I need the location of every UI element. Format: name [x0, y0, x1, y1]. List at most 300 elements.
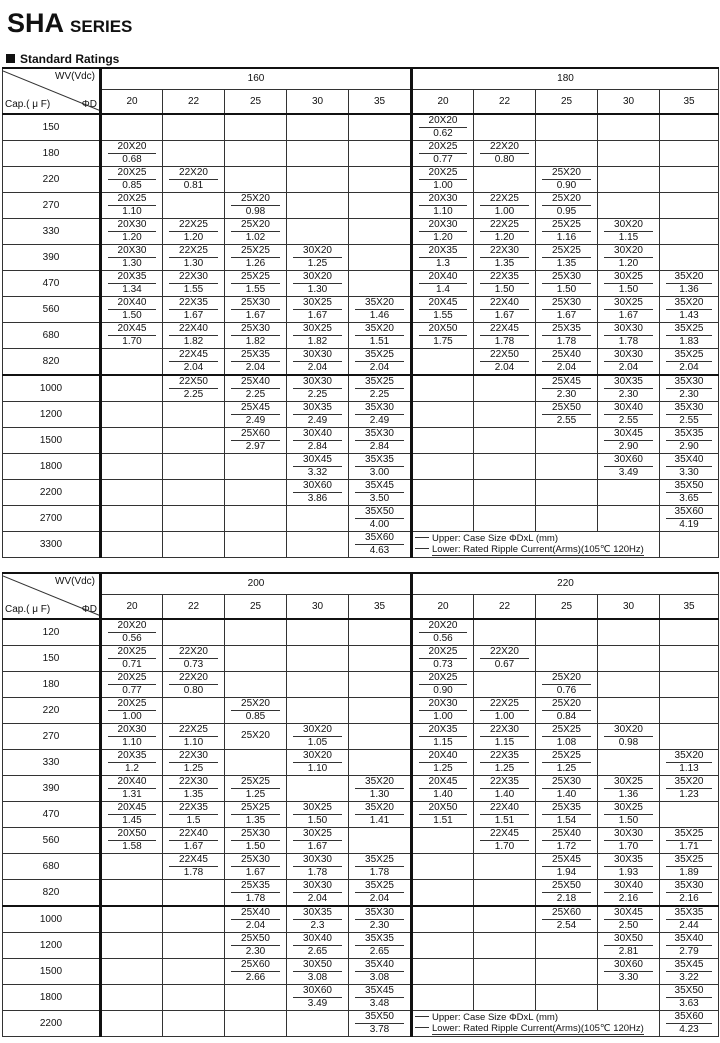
ripple-current: 3.30: [679, 467, 699, 478]
table-row: [3, 532, 719, 558]
rating-cell: [163, 828, 225, 854]
case-size: 30X25: [604, 298, 653, 310]
case-size: 20X25: [108, 168, 156, 180]
rating-cell: [101, 506, 163, 532]
case-size: 25X50: [542, 403, 591, 415]
rating-value: [536, 829, 597, 852]
case-size: 25X20: [542, 168, 591, 180]
ripple-current: 1.35: [556, 258, 577, 269]
rating-value: [660, 1012, 718, 1035]
rating-cell: [287, 802, 349, 828]
rating-value: [474, 220, 535, 243]
ripple-current: 1.02: [245, 232, 266, 243]
case-size: 20X35: [108, 751, 156, 763]
case-size: 35X40: [355, 960, 404, 972]
rating-value: [102, 194, 162, 217]
rating-cell: [412, 802, 474, 828]
rating-cell: [225, 271, 287, 297]
ripple-current: 2.55: [618, 415, 639, 426]
rating-cell: [287, 323, 349, 349]
rating-value: [163, 220, 224, 243]
ripple-current: 2.44: [679, 920, 699, 931]
table-row: [3, 454, 719, 480]
rating-cell: [163, 985, 225, 1011]
rating-cell: [287, 532, 349, 558]
ripple-current: 1.00: [494, 711, 515, 722]
rating-value: [225, 429, 286, 452]
ripple-current: 2.84: [307, 441, 328, 452]
rating-value: [413, 246, 473, 269]
ripple-current: 1.55: [183, 284, 204, 295]
diameter-header: 20: [412, 90, 474, 115]
ripple-current: 1.70: [618, 841, 639, 852]
rating-cell: [598, 506, 660, 532]
rating-cell: [598, 776, 660, 802]
case-size: 35X30: [666, 377, 712, 389]
rating-value: [413, 142, 473, 165]
rating-cell: [536, 985, 598, 1011]
rating-value: [225, 246, 286, 269]
ripple-current: 2.25: [245, 389, 266, 400]
rating-value: [163, 168, 224, 191]
case-size: 30X45: [293, 455, 342, 467]
rating-cell: [660, 854, 719, 880]
rating-cell: [225, 402, 287, 428]
ripple-current: 0.77: [122, 685, 142, 696]
rating-cell: [287, 750, 349, 776]
rating-cell: [660, 532, 719, 558]
case-size: 35X20: [666, 298, 712, 310]
rating-cell: [163, 619, 225, 646]
ripple-current: 4.00: [369, 519, 390, 530]
ripple-current: 2.65: [369, 946, 390, 957]
rating-cell: [474, 506, 536, 532]
rating-cell: [349, 906, 412, 933]
diameter-header: 25: [225, 90, 287, 115]
ripple-current: 2.90: [618, 441, 639, 452]
capacitance-cell: 820: [3, 349, 101, 376]
rating-cell: [536, 141, 598, 167]
legend-upper: [415, 533, 644, 544]
rating-value: [225, 803, 286, 826]
ripple-current: 1.20: [494, 232, 515, 243]
rating-value: [102, 725, 162, 748]
rating-value: [660, 908, 718, 931]
rating-cell: [287, 271, 349, 297]
case-size: 22X20: [480, 647, 529, 659]
rating-cell: [225, 750, 287, 776]
case-size: 30X20: [293, 246, 342, 258]
capacitance-cell: 560: [3, 828, 101, 854]
rating-value: [598, 324, 659, 347]
ripple-current: 2.30: [679, 389, 699, 400]
rating-value: [287, 960, 348, 983]
rating-cell: [412, 880, 474, 907]
ripple-current: 3.50: [369, 493, 390, 504]
rating-cell: [163, 141, 225, 167]
ripple-current: 2.04: [369, 893, 390, 904]
rating-value: [598, 298, 659, 321]
rating-cell: [287, 933, 349, 959]
rating-value: [287, 986, 348, 1009]
ripple-current: 2.49: [369, 415, 390, 426]
rating-cell: [349, 323, 412, 349]
ripple-current: 0.73: [183, 659, 204, 670]
case-size: 35X60: [666, 1012, 712, 1024]
rating-cell: [287, 776, 349, 802]
rating-value: [660, 298, 718, 321]
rating-cell: [474, 985, 536, 1011]
rating-value: [102, 777, 162, 800]
diameter-header-row: [3, 595, 719, 620]
rating-value: [598, 829, 659, 852]
rating-value: [536, 324, 597, 347]
capacitance-cell: 680: [3, 323, 101, 349]
rating-cell: [349, 480, 412, 506]
rating-cell: [536, 454, 598, 480]
case-size: 20X50: [108, 829, 156, 841]
ripple-current: 1.10: [122, 206, 142, 217]
ripple-current: 1.25: [245, 789, 266, 800]
rating-value: [163, 751, 224, 774]
rating-cell: [101, 402, 163, 428]
rating-value: [163, 803, 224, 826]
rating-value: [536, 699, 597, 722]
ripple-current: 2.97: [245, 441, 266, 452]
rating-value: [349, 298, 410, 321]
rating-cell: [660, 672, 719, 698]
case-size: 30X20: [293, 272, 342, 284]
rating-cell: [225, 141, 287, 167]
rating-value: [474, 246, 535, 269]
rating-cell: [101, 193, 163, 219]
capacitance-cell: 1200: [3, 933, 101, 959]
case-size: 20X40: [108, 298, 156, 310]
table-row: [3, 933, 719, 959]
rating-cell: [660, 802, 719, 828]
ripple-current: 1.50: [307, 815, 328, 826]
rating-value: [163, 673, 224, 696]
rating-cell: [536, 802, 598, 828]
rating-value: [349, 777, 410, 800]
rating-cell: [474, 619, 536, 646]
rating-value: [536, 777, 597, 800]
rating-cell: [598, 114, 660, 141]
ripple-current: 1.30: [369, 789, 390, 800]
arrow-left-icon: [415, 1016, 429, 1017]
rating-cell: [598, 854, 660, 880]
ripple-current: 1.35: [494, 258, 515, 269]
ripple-current: 0.56: [122, 633, 142, 644]
table-row: [3, 297, 719, 323]
case-size: 35X30: [355, 403, 404, 415]
table-row: [3, 828, 719, 854]
case-size: 22X35: [480, 777, 529, 789]
ripple-current: 1.2: [125, 763, 139, 774]
capacitance-cell: 180: [3, 141, 101, 167]
rating-cell: [225, 1011, 287, 1037]
rating-cell: [101, 480, 163, 506]
rating-cell: [101, 802, 163, 828]
rating-value: [287, 751, 348, 774]
rating-cell: [598, 402, 660, 428]
voltage-header-row: [3, 68, 719, 90]
rating-cell: [349, 985, 412, 1011]
rating-value: [287, 350, 348, 373]
rating-cell: [287, 141, 349, 167]
rating-cell: [474, 646, 536, 672]
ripple-current: 3.22: [679, 972, 699, 983]
case-size: 22X40: [480, 298, 529, 310]
rating-value: [163, 298, 224, 321]
rating-value: [598, 908, 659, 931]
ripple-current: 1.82: [183, 336, 204, 347]
rating-cell: [163, 245, 225, 271]
ripple-current: 1.58: [122, 841, 142, 852]
rating-value: [349, 960, 410, 983]
rating-cell: [598, 672, 660, 698]
rating-cell: [163, 375, 225, 402]
rating-cell: [349, 933, 412, 959]
capacitance-cell: 820: [3, 880, 101, 907]
case-size: 35X35: [666, 429, 712, 441]
rating-cell: [101, 985, 163, 1011]
rating-cell: [225, 619, 287, 646]
case-size: 25X20: [542, 194, 591, 206]
ripple-current: 3.63: [679, 998, 699, 1009]
rating-value: [349, 855, 410, 878]
rating-cell: [163, 698, 225, 724]
ripple-current: 2.04: [183, 362, 204, 373]
voltage-header: 220: [412, 573, 719, 595]
rating-cell: [349, 297, 412, 323]
rating-cell: [349, 646, 412, 672]
diameter-header: 25: [536, 90, 598, 115]
ripple-current: 2.3: [310, 920, 325, 931]
case-size: 22X25: [480, 194, 529, 206]
case-size: 25X20: [231, 220, 280, 232]
rating-cell: [598, 349, 660, 376]
rating-value: [163, 377, 224, 400]
table-row: [3, 271, 719, 297]
case-size: 22X30: [169, 272, 218, 284]
ripple-current: 1.78: [183, 867, 204, 878]
ratings-table-200-220: [2, 572, 719, 1037]
case-size: 20X35: [108, 272, 156, 284]
table-row: [3, 402, 719, 428]
rating-cell: [598, 480, 660, 506]
case-size: 35X25: [355, 855, 404, 867]
rating-value: [660, 960, 718, 983]
ripple-current: 1.40: [556, 789, 577, 800]
rating-cell: [412, 375, 474, 402]
rating-value: [287, 324, 348, 347]
capacitance-cell: 270: [3, 724, 101, 750]
case-size: 30X50: [604, 934, 653, 946]
rating-cell: [349, 245, 412, 271]
rating-cell: [349, 619, 412, 646]
rating-cell: [349, 141, 412, 167]
arrow-left-icon: [415, 537, 429, 538]
case-size: 22X50: [480, 350, 529, 362]
ripple-current: 1.26: [245, 258, 266, 269]
ripple-current: 1.41: [369, 815, 390, 826]
ripple-current: 0.98: [245, 206, 266, 217]
ripple-current: 1.00: [433, 180, 453, 191]
rating-cell: [225, 454, 287, 480]
rating-value: [349, 455, 410, 478]
rating-cell: [660, 959, 719, 985]
legend-lower: [415, 1023, 644, 1034]
case-size: 35X20: [355, 803, 404, 815]
rating-cell: [101, 167, 163, 193]
rating-cell: [225, 959, 287, 985]
rating-cell: [536, 349, 598, 376]
capacitance-cell: 2200: [3, 1011, 101, 1037]
ripple-current: 1.70: [494, 841, 515, 852]
rating-cell: [349, 349, 412, 376]
rating-value: [287, 403, 348, 426]
case-size: 35X45: [355, 986, 404, 998]
rating-value: [413, 647, 473, 670]
case-size: 20X40: [419, 272, 467, 284]
rating-cell: [349, 428, 412, 454]
case-size: 20X25: [108, 673, 156, 685]
ripple-current: 2.18: [556, 893, 577, 904]
rating-value: [598, 350, 659, 373]
ripple-current: 1.46: [369, 310, 390, 321]
rating-cell: [660, 454, 719, 480]
case-size: 30X35: [604, 855, 653, 867]
rating-cell: [163, 646, 225, 672]
rating-cell: [349, 959, 412, 985]
ripple-current: 2.04: [307, 362, 328, 373]
capacitance-cell: 1200: [3, 402, 101, 428]
rating-cell: [412, 672, 474, 698]
rating-cell: [412, 828, 474, 854]
rating-value: [349, 481, 410, 504]
case-size: 22X20: [169, 647, 218, 659]
rating-cell: [660, 297, 719, 323]
rating-cell: [598, 454, 660, 480]
ripple-current: 2.04: [679, 362, 699, 373]
rating-cell: [536, 297, 598, 323]
ripple-current: 0.80: [494, 154, 515, 165]
rating-cell: [101, 906, 163, 933]
case-size: 30X25: [604, 803, 653, 815]
rating-cell: [287, 375, 349, 402]
case-size: 35X20: [355, 324, 404, 336]
ripple-current: 1.36: [618, 789, 639, 800]
case-size: 35X30: [666, 881, 712, 893]
rating-value: [660, 777, 718, 800]
ripple-current: 1.08: [556, 737, 577, 748]
rating-value: [163, 855, 224, 878]
ripple-current: 2.25: [369, 389, 390, 400]
ripple-current: 4.23: [679, 1024, 699, 1035]
rating-cell: [536, 167, 598, 193]
rating-cell: [412, 646, 474, 672]
rating-cell: [349, 880, 412, 907]
case-size: 20X25: [108, 194, 156, 206]
rating-cell: [287, 506, 349, 532]
case-size: 30X25: [293, 324, 342, 336]
phi-d-label: ΦD: [81, 99, 97, 110]
rating-cell: [536, 480, 598, 506]
case-size: 25X60: [231, 960, 280, 972]
case-size: 22X30: [480, 725, 529, 737]
rating-value: [349, 507, 410, 530]
rating-cell: [474, 428, 536, 454]
case-size: 30X25: [293, 803, 342, 815]
legend-upper: [415, 1012, 644, 1023]
ripple-current: 1.78: [618, 336, 639, 347]
case-size: 25X40: [231, 908, 280, 920]
rating-cell: [660, 167, 719, 193]
table-row: [3, 428, 719, 454]
table-row: [3, 323, 719, 349]
diameter-header: 20: [101, 90, 163, 115]
capacitance-cell: 180: [3, 672, 101, 698]
rating-cell: [163, 880, 225, 907]
rating-value: [598, 455, 659, 478]
case-size: 30X20: [604, 725, 653, 737]
rating-cell: [660, 245, 719, 271]
rating-value: [287, 272, 348, 295]
case-size: 30X35: [293, 403, 342, 415]
case-size: 20X50: [419, 803, 467, 815]
rating-cell: [474, 141, 536, 167]
ripple-current: 1.30: [307, 284, 328, 295]
rating-cell: [225, 114, 287, 141]
case-size: 22X45: [480, 324, 529, 336]
rating-value: [413, 777, 473, 800]
table-row: [3, 672, 719, 698]
rating-value: [163, 350, 224, 373]
table-row: [3, 375, 719, 402]
rating-cell: [163, 428, 225, 454]
corner-header-cell: [3, 573, 101, 619]
rating-value: [287, 246, 348, 269]
legend-upper-text: Upper: Case Size ΦDxL (mm): [432, 533, 559, 544]
ripple-current: 2.81: [618, 946, 639, 957]
capacitance-cell: 390: [3, 245, 101, 271]
rating-value: [287, 881, 348, 904]
rating-value: [413, 194, 473, 217]
rating-value: [413, 725, 473, 748]
rating-value: [163, 272, 224, 295]
rating-cell: [474, 402, 536, 428]
rating-cell: [474, 219, 536, 245]
table-row: [3, 480, 719, 506]
case-size: 20X35: [419, 725, 467, 737]
rating-value: [660, 751, 718, 774]
rating-cell: [474, 854, 536, 880]
capacitance-cell: 2700: [3, 506, 101, 532]
ratings-table-160-180: [2, 67, 719, 558]
case-size: 30X60: [604, 960, 653, 972]
table-row: [3, 985, 719, 1011]
case-size: 22X40: [169, 829, 218, 841]
ripple-current: 1.54: [556, 815, 577, 826]
table-row: [3, 349, 719, 376]
rating-value: [349, 377, 410, 400]
rating-cell: [598, 933, 660, 959]
ripple-current: 1.94: [556, 867, 577, 878]
ripple-current: 1.67: [245, 867, 266, 878]
rating-cell: [101, 750, 163, 776]
ripple-current: 3.00: [369, 467, 390, 478]
